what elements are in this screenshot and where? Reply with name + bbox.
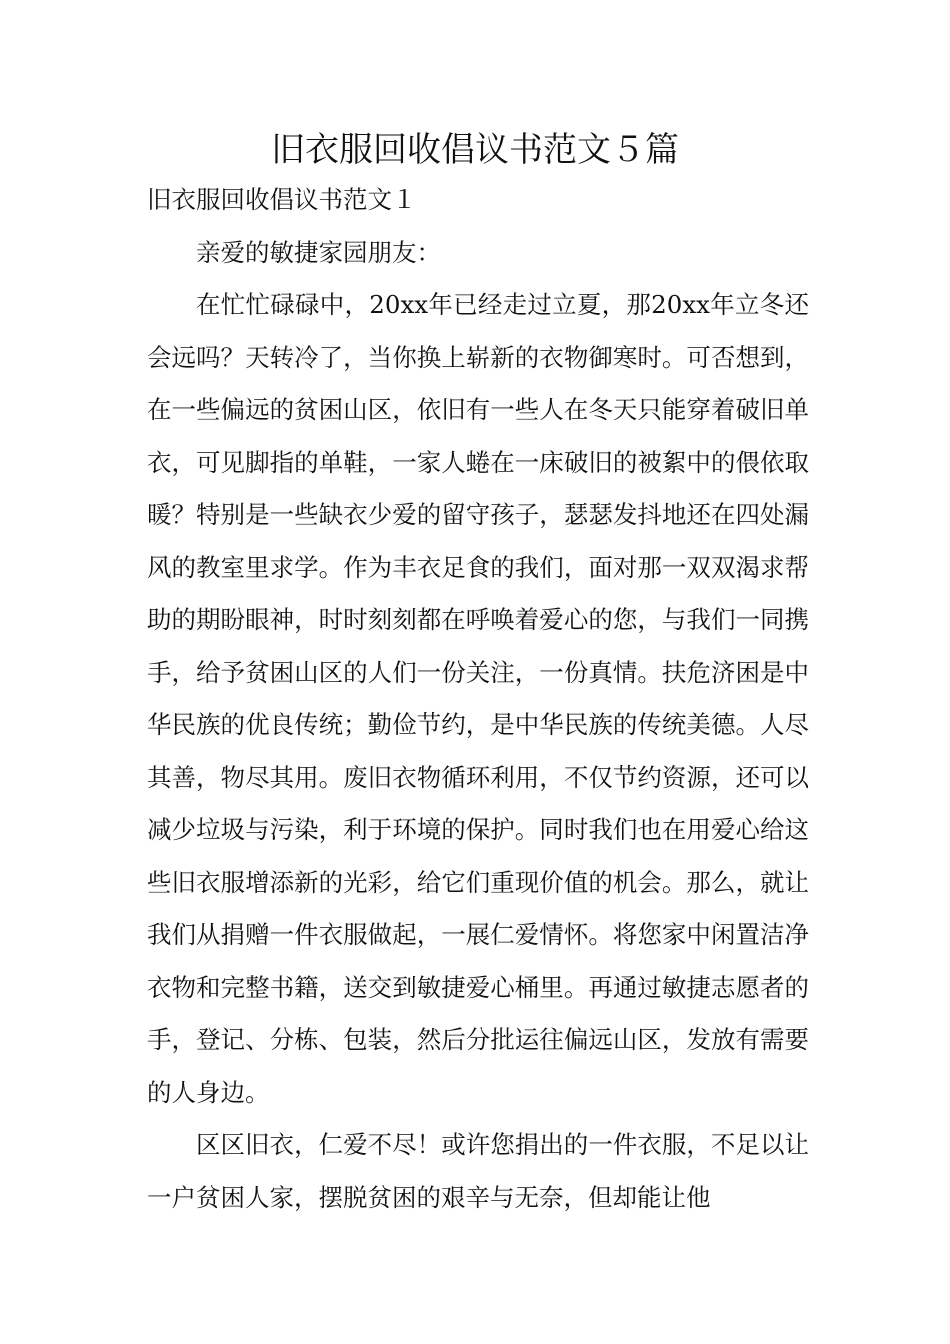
section-heading: 旧衣服回收倡议书范文１	[147, 185, 417, 214]
greeting-paragraph: 亲爱的敏捷家园朋友：	[196, 237, 441, 267]
document-body	[147, 174, 809, 1224]
document-title: 旧衣服回收倡议书范文５篇	[271, 130, 679, 170]
body-paragraph-2: 区区旧衣，仁爱不尽！或许您捐出的一件衣服，不足以让一户贫困人家，摆脱贫困的艰辛与无奈，但却能让他	[147, 1130, 809, 1212]
body-paragraph-1: 在忙忙碌碌中，20xx年已经走过立夏，那20xx年立冬还会远吗？天转冷了，当你换上崭新的衣物御寒时。可否想到，在一些偏远的贫困山区，依旧有一些人在冬天只能穿着破旧单衣，可见脚指的单鞋，一家人蜷在一床破旧的被絮中的偎依取暖？特别是一些缺衣少爱的留守孩子，瑟瑟发抖地还在四处漏风的教室里求学。作为丰衣足食的我们，面对那一双双渴求帮助的期盼眼神，时时刻刻都在呼唤着爱心的您，与我们一同携手，给予贫困山区的人们一份关注，一份真情。扶危济困是中华民族的优良传统；勤俭节约，是中华民族的传统美德。人尽其善，物尽其用。废旧衣物循环利用，不仅节约资源，还可以减少垃圾与污染，利于环境的保护。同时我们也在用爱心给这些旧衣服增添新的光彩，给它们重现价值的机会。那么，就让我们从捐赠一件衣服做起，一展仁爱情怀。将您家中闲置洁净衣物和完整书籍，送交到敏捷爱心桶里。再通过敏捷志愿者的手，登记、分栋、包装，然后分批运往偏远山区，发放有需要的人身边。	[147, 290, 809, 1107]
